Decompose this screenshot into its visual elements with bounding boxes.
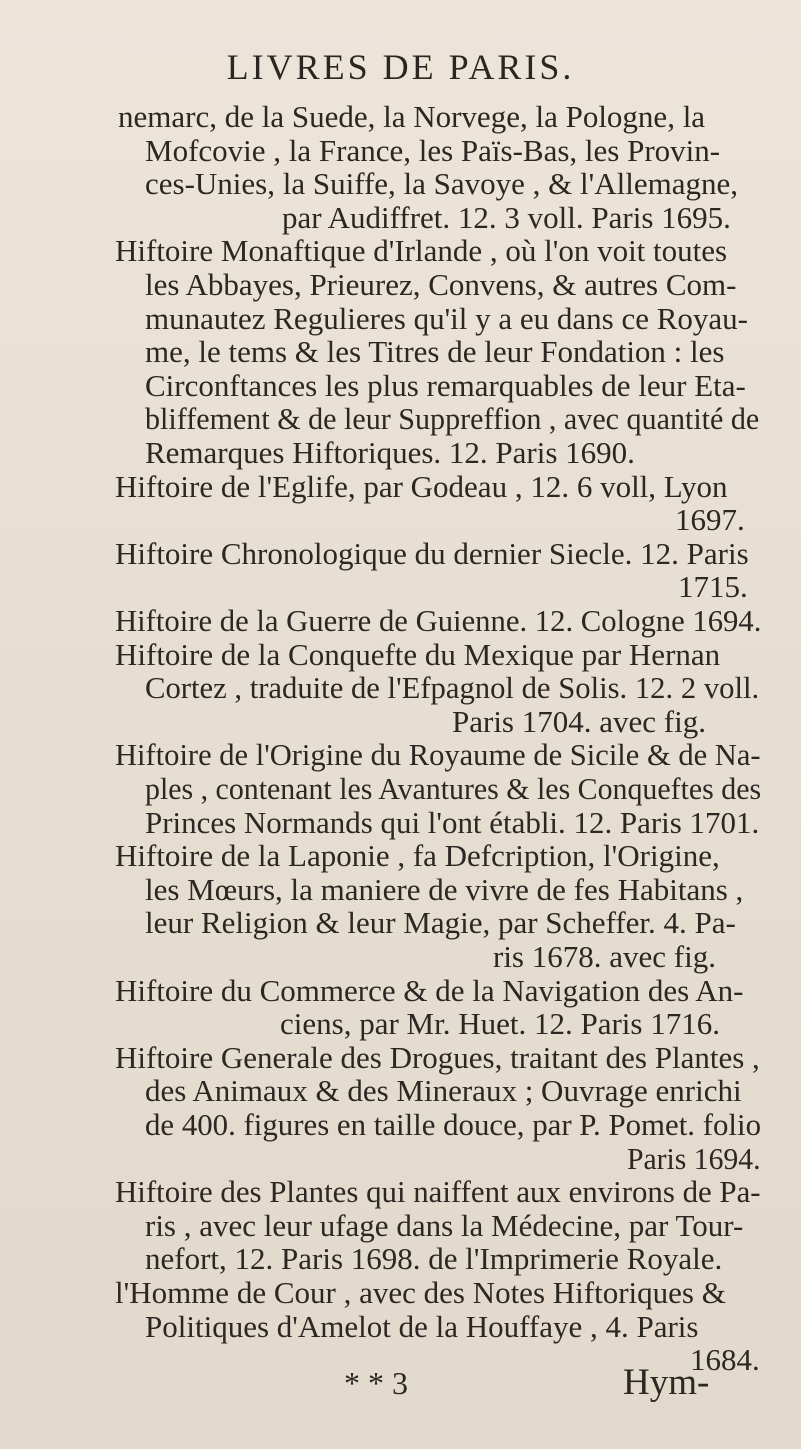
text-line: Politiques d'Amelot de la Houffaye , 4. Paris <box>145 1308 699 1344</box>
running-title: LIVRES DE PARIS. <box>226 47 575 87</box>
text-line: 1715. <box>678 569 748 605</box>
text-line: Circonftances les plus remarquables de leur Eta- <box>145 367 746 403</box>
text-line: ris 1678. avec fig. <box>493 939 716 974</box>
text-line: 1684. <box>690 1342 760 1378</box>
text-line: Hiftoire de l'Eglife, par Godeau , 12. 6 voll, Lyon <box>115 468 728 504</box>
text-line: Hiftoire de la Laponie , fa Defcription, l'Origine, <box>115 838 720 874</box>
text-line: bliffement & de leur Suppreffion , avec quantité de <box>145 401 760 437</box>
text-line: me, le tems & les Titres de leur Fondation : les <box>145 334 725 370</box>
text-line: Hiftoire Chronologique du dernier Siecle. 12. Paris <box>115 535 749 571</box>
text-line: Remarques Hiftoriques. 12. Paris 1690. <box>145 435 635 470</box>
text-line: ris , avec leur ufage dans la Médecine, par Tour- <box>145 1207 744 1243</box>
text-line: ples , contenant les Avantures & les Conqueftes des <box>145 771 762 806</box>
text-line: Hiftoire de l'Origine du Royaume de Sicile & de Na- <box>115 737 761 773</box>
text-line: nefort, 12. Paris 1698. de l'Imprimerie Royale. <box>145 1241 723 1277</box>
text-line: Paris 1694. <box>627 1140 761 1176</box>
text-line: Hiftoire des Plantes qui naiffent aux environs de Pa- <box>115 1174 761 1210</box>
text-line: leur Religion & leur Magie, par Scheffer. 4. Pa- <box>145 905 736 941</box>
text-line: Hiftoire de la Guerre de Guienne. 12. Cologne 1694. <box>115 603 762 638</box>
text-line: 1697. <box>675 502 745 538</box>
text-line: Cortez , traduite de l'Efpagnol de Solis. 12. 2 voll. <box>145 670 760 706</box>
text-line: ces-Unies, la Suiffe, la Savoye , & l'Allemagne, <box>145 166 738 202</box>
text-line: Hiftoire de la Conquefte du Mexique par Hernan <box>115 636 721 672</box>
text-line: nemarc, de la Suede, la Norvege, la Pologne, la <box>118 99 706 134</box>
text-line: Princes Normands qui l'ont établi. 12. Paris 1701. <box>145 804 760 840</box>
signature-mark: * * 3 <box>344 1365 408 1401</box>
catchword: Hym- <box>623 1362 710 1403</box>
text-line: Hiftoire du Commerce & de la Navigation des An- <box>115 972 744 1008</box>
text-line: par Audiffret. 12. 3 voll. Paris 1695. <box>282 199 731 235</box>
text-line: Hiftoire Generale des Drogues, traitant des Plantes , <box>115 1039 760 1075</box>
text-line: Hiftoire Monaftique d'Irlande , où l'on voit toutes <box>115 233 728 269</box>
text-line: Paris 1704. avec fig. <box>452 703 706 739</box>
text-line: les Abbayes, Prieurez, Convens, & autres Com- <box>145 267 737 302</box>
text-line: des Animaux & des Mineraux ; Ouvrage enrichi <box>145 1073 742 1109</box>
text-line: les Mœurs, la maniere de vivre de fes Habitans , <box>145 871 744 907</box>
text-line: l'Homme de Cour , avec des Notes Hiftoriques & <box>115 1275 726 1310</box>
page-footer <box>0 1361 801 1405</box>
text-line: de 400. figures en taille douce, par P. Pomet. folio <box>145 1107 762 1142</box>
text-line: Mofcovie , la France, les Païs-Bas, les Provin- <box>145 132 721 168</box>
text-line: ciens, par Mr. Huet. 12. Paris 1716. <box>280 1006 720 1042</box>
text-line: munautez Regulieres qu'il y a eu dans ce Royau- <box>145 300 749 336</box>
